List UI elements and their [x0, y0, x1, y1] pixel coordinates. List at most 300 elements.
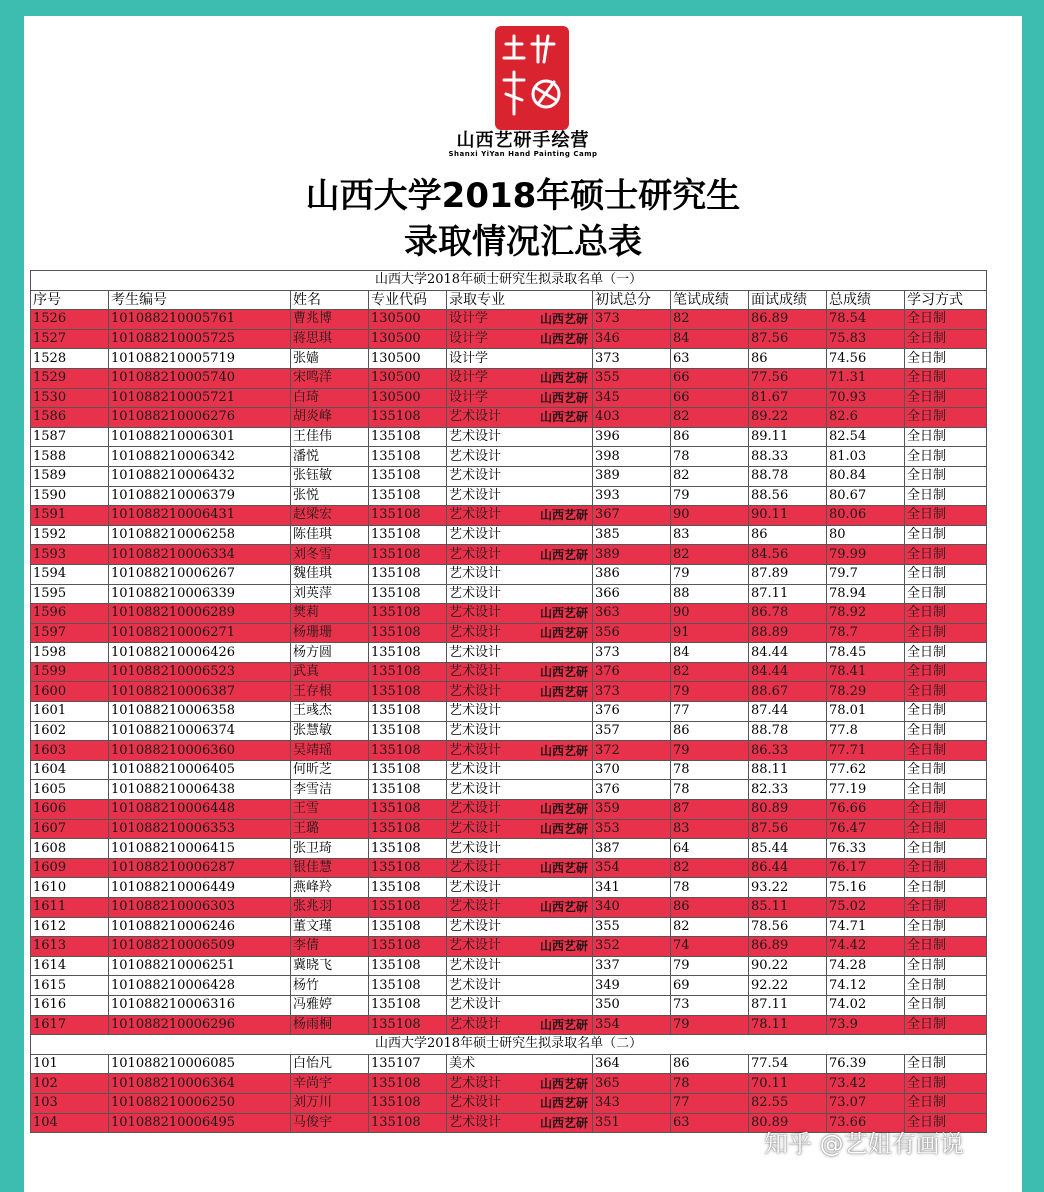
camp-mark: 山西艺研 [539, 410, 588, 425]
cell-name-text: 宋鸣洋 [293, 370, 333, 386]
cell-initial [593, 584, 671, 604]
cell-id [109, 349, 291, 369]
cell-no [31, 1054, 109, 1074]
cell-interview-text: 86.89 [751, 311, 789, 327]
cell-no [31, 368, 109, 388]
table-row [31, 995, 987, 1015]
cell-no-text: 1592 [33, 527, 67, 543]
cell-no-text: 104 [33, 1114, 58, 1130]
cell-written [671, 995, 749, 1015]
cell-written [671, 858, 749, 878]
cell-no [31, 937, 109, 957]
cell-initial [593, 368, 671, 388]
cell-major [447, 604, 593, 624]
cell-no-text: 1611 [33, 899, 67, 915]
cell-total-text: 82.54 [829, 429, 867, 445]
cell-written-text: 78 [673, 1075, 690, 1091]
cell-no-text: 101 [33, 1056, 58, 1072]
table-row [31, 427, 987, 447]
cell-mode-text: 全日制 [907, 311, 947, 327]
cell-written-text: 87 [673, 801, 690, 817]
cell-interview [749, 349, 827, 369]
cell-written-text: 82 [673, 311, 690, 327]
cell-mode [905, 1074, 987, 1094]
cell-total [827, 937, 905, 957]
cell-total [827, 466, 905, 486]
cell-total [827, 408, 905, 428]
cell-no [31, 956, 109, 976]
cell-initial-text: 403 [595, 409, 620, 425]
cell-mode-text: 全日制 [907, 585, 947, 601]
cell-name-text: 魏佳琪 [293, 566, 333, 582]
cell-no [31, 702, 109, 722]
cell-initial [593, 682, 671, 702]
cell-mode-text: 全日制 [907, 331, 947, 347]
cell-code [369, 682, 447, 702]
cell-id [109, 760, 291, 780]
cell-code-text: 135108 [371, 507, 421, 523]
cell-initial-text: 346 [595, 331, 620, 347]
cell-interview-text: 90.11 [751, 507, 789, 523]
cell-interview [749, 486, 827, 506]
cell-mode-text: 全日制 [907, 1056, 947, 1072]
cell-initial [593, 760, 671, 780]
cell-id [109, 702, 291, 722]
cell-id-text: 101088210006358 [111, 703, 236, 719]
cell-id-text: 101088210006495 [111, 1114, 236, 1130]
cell-id [109, 329, 291, 349]
header-cell: 专业代码 [369, 290, 447, 310]
cell-total-text: 78.01 [829, 703, 867, 719]
cell-written-text: 66 [673, 389, 690, 405]
cell-id [109, 839, 291, 859]
cell-code-text: 135108 [371, 605, 421, 621]
cell-code [369, 1054, 447, 1074]
cell-name [291, 1074, 369, 1094]
cell-mode [905, 976, 987, 996]
cell-mode [905, 349, 987, 369]
cell-id-text: 101088210006251 [111, 958, 236, 974]
cell-written [671, 643, 749, 663]
cell-id [109, 956, 291, 976]
cell-written-text: 84 [673, 331, 690, 347]
cell-name [291, 1015, 369, 1035]
cell-name-text: 白琦 [293, 389, 320, 405]
cell-name-text: 刘万川 [293, 1095, 333, 1111]
cell-mode [905, 1015, 987, 1035]
cell-code-text: 135108 [371, 977, 421, 993]
cell-total-text: 80.06 [829, 507, 867, 523]
table-row [31, 447, 987, 467]
cell-id [109, 643, 291, 663]
cell-code-text: 135108 [371, 840, 421, 856]
cell-code-text: 135108 [371, 742, 421, 758]
cell-total [827, 878, 905, 898]
cell-no [31, 819, 109, 839]
cell-major [447, 310, 593, 330]
cell-id [109, 310, 291, 330]
cell-major [447, 466, 593, 486]
cell-mode-text: 全日制 [907, 350, 947, 366]
cell-mode-text: 全日制 [907, 781, 947, 797]
cell-initial [593, 917, 671, 937]
camp-mark: 山西艺研 [539, 1017, 588, 1032]
table-row [31, 368, 987, 388]
cell-mode [905, 898, 987, 918]
cell-total-text: 78.92 [829, 605, 867, 621]
cell-no [31, 506, 109, 526]
cell-written [671, 702, 749, 722]
cell-major [447, 956, 593, 976]
cell-code-text: 135108 [371, 546, 421, 562]
cell-code-text: 130500 [371, 311, 421, 327]
cell-written [671, 878, 749, 898]
cell-id [109, 1074, 291, 1094]
cell-id-text: 101088210006374 [111, 722, 236, 738]
cell-major [447, 1093, 593, 1113]
cell-initial-text: 376 [595, 664, 620, 680]
cell-total [827, 564, 905, 584]
cell-no [31, 427, 109, 447]
cell-code-text: 135107 [371, 1056, 421, 1072]
cell-major-text: 艺术设计 [449, 977, 502, 993]
cell-no-text: 103 [33, 1095, 58, 1111]
cell-initial [593, 1074, 671, 1094]
cell-major [447, 486, 593, 506]
cell-interview-text: 86 [751, 350, 768, 366]
cell-mode-text: 全日制 [907, 566, 947, 582]
cell-mode [905, 604, 987, 624]
cell-major-text: 艺术设计 [449, 1075, 502, 1091]
cell-major [447, 937, 593, 957]
cell-interview-text: 88.33 [751, 448, 789, 464]
cell-name-text: 赵梁宏 [293, 507, 333, 523]
cell-initial-text: 350 [595, 997, 620, 1013]
cell-mode [905, 466, 987, 486]
cell-id-text: 101088210006431 [111, 507, 236, 523]
cell-interview-text: 88.56 [751, 487, 789, 503]
cell-mode-text: 全日制 [907, 409, 947, 425]
cell-id-text: 101088210006303 [111, 899, 236, 915]
cell-interview [749, 898, 827, 918]
cell-no [31, 898, 109, 918]
cell-major-text: 艺术设计 [449, 899, 502, 915]
cell-name [291, 898, 369, 918]
cell-name-text: 李倩 [293, 938, 320, 954]
camp-mark: 山西艺研 [539, 332, 588, 347]
cell-total [827, 310, 905, 330]
camp-mark: 山西艺研 [539, 1115, 588, 1130]
cell-code-text: 135108 [371, 958, 421, 974]
cell-written-text: 78 [673, 762, 690, 778]
header-cell: 考生编号 [109, 290, 291, 310]
cell-major-text: 艺术设计 [449, 468, 502, 484]
camp-mark: 山西艺研 [539, 547, 588, 562]
cell-major [447, 741, 593, 761]
cell-major-text: 艺术设计 [449, 742, 502, 758]
cell-written [671, 310, 749, 330]
cell-interview [749, 623, 827, 643]
cell-total [827, 388, 905, 408]
cell-mode [905, 447, 987, 467]
cell-written [671, 466, 749, 486]
cell-total [827, 819, 905, 839]
cell-initial [593, 937, 671, 957]
cell-code-text: 135108 [371, 1016, 421, 1032]
cell-total-text: 74.12 [829, 977, 867, 993]
camp-mark: 山西艺研 [539, 312, 588, 327]
table-row [31, 545, 987, 565]
cell-interview [749, 447, 827, 467]
cell-mode [905, 995, 987, 1015]
table-row [31, 898, 987, 918]
cell-name-text: 白怡凡 [293, 1056, 333, 1072]
cell-major-text: 艺术设计 [449, 644, 502, 660]
camp-mark: 山西艺研 [539, 390, 588, 405]
cell-initial-text: 387 [595, 840, 620, 856]
cell-interview-text: 86.44 [751, 860, 789, 876]
cell-id-text: 101088210005740 [111, 370, 236, 386]
cell-major [447, 702, 593, 722]
cell-mode-text: 全日制 [907, 918, 947, 934]
cell-initial [593, 388, 671, 408]
cell-major [447, 1113, 593, 1133]
cell-written-text: 78 [673, 879, 690, 895]
cell-id-text: 101088210005719 [111, 350, 236, 366]
cell-written-text: 82 [673, 546, 690, 562]
cell-written-text: 86 [673, 1056, 690, 1072]
cell-mode-text: 全日制 [907, 448, 947, 464]
cell-id [109, 1015, 291, 1035]
cell-id [109, 1054, 291, 1074]
cell-no [31, 643, 109, 663]
cell-initial [593, 349, 671, 369]
cell-code [369, 584, 447, 604]
cell-name-text: 王彧杰 [293, 703, 333, 719]
cell-name [291, 662, 369, 682]
cell-interview-text: 86 [751, 527, 768, 543]
cell-initial [593, 1113, 671, 1133]
cell-code-text: 135108 [371, 624, 421, 640]
cell-no-text: 1588 [33, 448, 67, 464]
cell-written [671, 545, 749, 565]
cell-no [31, 721, 109, 741]
cell-name [291, 564, 369, 584]
cell-name [291, 623, 369, 643]
cell-major [447, 408, 593, 428]
table-row [31, 1093, 987, 1113]
cell-written-text: 83 [673, 527, 690, 543]
cell-written [671, 662, 749, 682]
cell-no [31, 623, 109, 643]
header-cell: 录取专业 [447, 290, 593, 310]
cell-written [671, 427, 749, 447]
cell-code [369, 349, 447, 369]
cell-total [827, 702, 905, 722]
cell-name-text: 马俊宇 [293, 1114, 333, 1130]
cell-mode [905, 525, 987, 545]
cell-interview-text: 77.54 [751, 1056, 789, 1072]
cell-mode-text: 全日制 [907, 860, 947, 876]
cell-code [369, 956, 447, 976]
cell-id [109, 898, 291, 918]
cell-initial [593, 800, 671, 820]
cell-name-text: 曹兆博 [293, 311, 333, 327]
cell-id [109, 878, 291, 898]
header-cell: 序号 [31, 290, 109, 310]
cell-written-text: 90 [673, 605, 690, 621]
cell-no [31, 976, 109, 996]
cell-name-text: 李雪洁 [293, 781, 333, 797]
cell-code-text: 135108 [371, 997, 421, 1013]
header-cell: 初试总分 [593, 290, 671, 310]
cell-written-text: 74 [673, 938, 690, 954]
cell-id [109, 917, 291, 937]
cell-id [109, 1093, 291, 1113]
cell-interview-text: 89.22 [751, 409, 789, 425]
cell-mode [905, 858, 987, 878]
cell-interview [749, 780, 827, 800]
cell-written [671, 388, 749, 408]
cell-major [447, 564, 593, 584]
cell-name [291, 760, 369, 780]
cell-code [369, 1074, 447, 1094]
cell-no-text: 1616 [33, 997, 67, 1013]
cell-interview-text: 86.78 [751, 605, 789, 621]
cell-initial-text: 386 [595, 566, 620, 582]
cell-name [291, 1113, 369, 1133]
cell-major-text: 艺术设计 [449, 938, 502, 954]
cell-no [31, 1015, 109, 1035]
cell-major-text: 艺术设计 [449, 918, 502, 934]
cell-mode-text: 全日制 [907, 389, 947, 405]
cell-mode-text: 全日制 [907, 879, 947, 895]
cell-written-text: 86 [673, 429, 690, 445]
cell-written [671, 800, 749, 820]
cell-initial-text: 355 [595, 918, 620, 934]
cell-major-text: 艺术设计 [449, 448, 502, 464]
cell-written [671, 1015, 749, 1035]
cell-code [369, 623, 447, 643]
table-row [31, 525, 987, 545]
cell-interview [749, 721, 827, 741]
cell-mode-text: 全日制 [907, 703, 947, 719]
cell-initial-text: 373 [595, 683, 620, 699]
camp-mark: 山西艺研 [539, 665, 588, 680]
cell-no-text: 1613 [33, 938, 67, 954]
admission-table [30, 270, 987, 1133]
cell-major-text: 艺术设计 [449, 781, 502, 797]
cell-interview [749, 1093, 827, 1113]
cell-name-text: 杨雨桐 [293, 1016, 333, 1032]
cell-no [31, 447, 109, 467]
cell-mode [905, 780, 987, 800]
cell-mode [905, 937, 987, 957]
cell-interview [749, 388, 827, 408]
cell-major-text: 艺术设计 [449, 566, 502, 582]
table-row [31, 976, 987, 996]
camp-mark: 山西艺研 [539, 1096, 588, 1111]
cell-total-text: 77.19 [829, 781, 867, 797]
cell-interview [749, 741, 827, 761]
cell-interview [749, 466, 827, 486]
cell-name-text: 樊莉 [293, 605, 320, 621]
cell-total [827, 858, 905, 878]
cell-id [109, 545, 291, 565]
cell-no-text: 1607 [33, 820, 67, 836]
cell-initial [593, 956, 671, 976]
cell-initial-text: 359 [595, 801, 620, 817]
cell-written-text: 63 [673, 350, 690, 366]
cell-name-text: 吴靖瑶 [293, 742, 333, 758]
cell-initial-text: 343 [595, 1095, 620, 1111]
cell-no-text: 1596 [33, 605, 67, 621]
cell-major-text: 艺术设计 [449, 879, 502, 895]
cell-initial [593, 506, 671, 526]
cell-total [827, 956, 905, 976]
cell-total-text: 76.39 [829, 1056, 867, 1072]
cell-no-text: 1614 [33, 958, 67, 974]
cell-name [291, 368, 369, 388]
cell-interview [749, 760, 827, 780]
cell-initial [593, 976, 671, 996]
table-row [31, 329, 987, 349]
cell-interview-text: 82.55 [751, 1095, 789, 1111]
cell-interview [749, 1015, 827, 1035]
cell-name [291, 858, 369, 878]
cell-major [447, 545, 593, 565]
cell-no-text: 1586 [33, 409, 67, 425]
cell-no-text: 1604 [33, 762, 67, 778]
cell-interview-text: 78.11 [751, 1016, 789, 1032]
cell-code [369, 995, 447, 1015]
cell-name-text: 张慧敏 [293, 722, 333, 738]
cell-name [291, 976, 369, 996]
cell-initial-text: 376 [595, 703, 620, 719]
cell-initial-text: 373 [595, 350, 620, 366]
cell-major-text: 艺术设计 [449, 722, 502, 738]
cell-initial [593, 525, 671, 545]
cell-no-text: 1601 [33, 703, 67, 719]
cell-major-text: 艺术设计 [449, 429, 502, 445]
cell-interview [749, 1074, 827, 1094]
cell-id-text: 101088210006316 [111, 997, 236, 1013]
camp-mark: 山西艺研 [539, 371, 588, 386]
cell-code-text: 135108 [371, 879, 421, 895]
camp-mark: 山西艺研 [539, 625, 588, 640]
cell-code [369, 662, 447, 682]
cell-no [31, 388, 109, 408]
cell-code-text: 135108 [371, 762, 421, 778]
cell-written [671, 447, 749, 467]
cell-name-text: 张兆羽 [293, 899, 333, 915]
cell-id [109, 741, 291, 761]
cell-id-text: 101088210005721 [111, 389, 236, 405]
cell-name [291, 839, 369, 859]
cell-written-text: 83 [673, 820, 690, 836]
cell-written-text: 79 [673, 958, 690, 974]
cell-name-text: 冀晓飞 [293, 958, 333, 974]
cell-mode [905, 1093, 987, 1113]
cell-code [369, 937, 447, 957]
cell-no [31, 545, 109, 565]
cell-interview [749, 839, 827, 859]
cell-mode-text: 全日制 [907, 1016, 947, 1032]
cell-major-text: 艺术设计 [449, 703, 502, 719]
cell-written-text: 79 [673, 1016, 690, 1032]
cell-code [369, 368, 447, 388]
cell-name [291, 1093, 369, 1113]
